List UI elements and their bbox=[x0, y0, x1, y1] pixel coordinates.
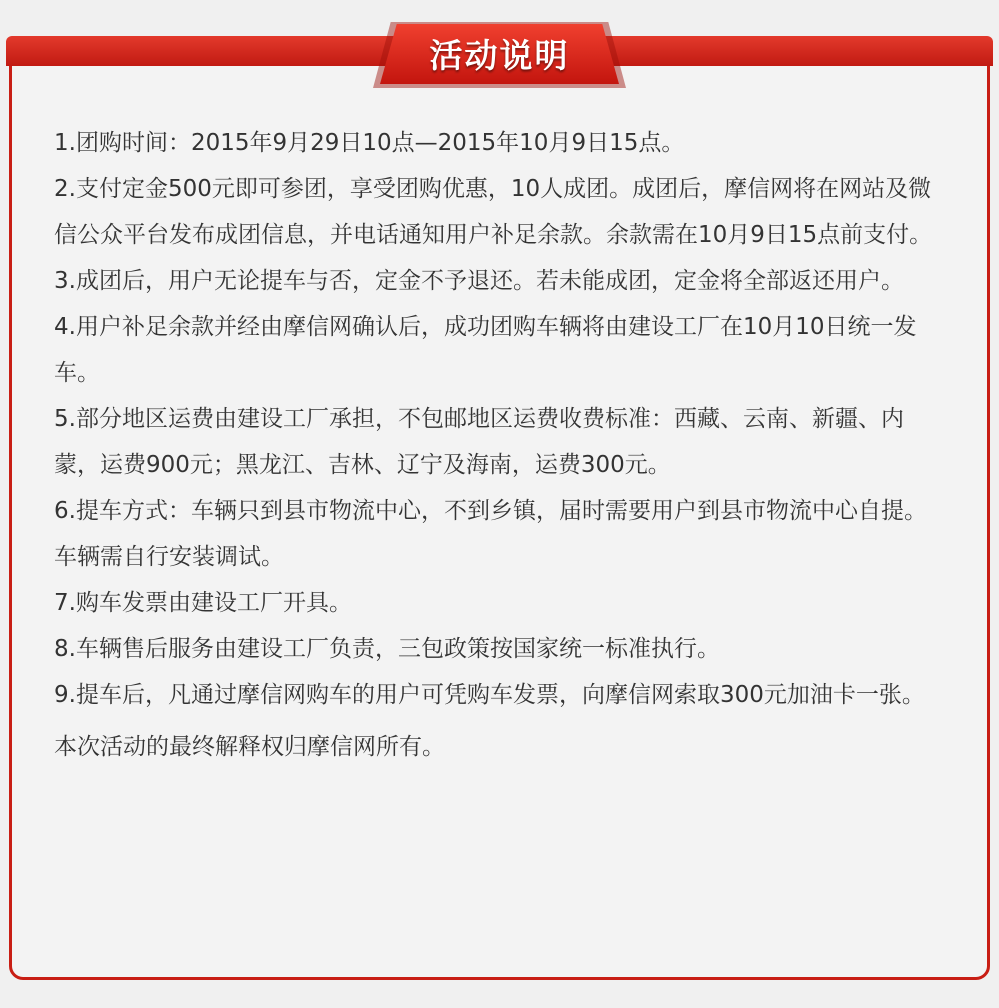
page-title: 活动说明 bbox=[429, 36, 570, 75]
rule-item-4: 4.用户补足余款并经由摩信网确认后，成功团购车辆将由建设工厂在10月10日统一发车。 bbox=[54, 314, 917, 386]
rule-item-5: 5.部分地区运费由建设工厂承担，不包邮地区运费收费标准：西藏、云南、新疆、内蒙，运费900元；黑龙江、吉林、辽宁及海南，运费300元。 bbox=[54, 406, 904, 478]
rule-item-3: 3.成团后，用户无论提车与否，定金不予退还。若未能成团，定金将全部返还用户。 bbox=[54, 268, 904, 294]
rule-item-6: 6.提车方式：车辆只到县市物流中心，不到乡镇，届时需要用户到县市物流中心自提。车辆需自行安装调试。 bbox=[54, 498, 927, 570]
rule-item-7: 7.购车发票由建设工厂开具。 bbox=[54, 590, 352, 616]
rule-item-2: 2.支付定金500元即可参团，享受团购优惠，10人成团。成团后，摩信网将在网站及微信公众平台发布成团信息，并电话通知用户补足余款。余款需在10月9日15点前支付。 bbox=[54, 176, 933, 248]
rules-content bbox=[54, 120, 949, 770]
rule-item-9: 9.提车后，凡通过摩信网购车的用户可凭购车发票，向摩信网索取300元加油卡一张。 bbox=[54, 682, 925, 708]
final-note: 本次活动的最终解释权归摩信网所有。 bbox=[54, 734, 445, 760]
rule-item-1: 1.团购时间：2015年9月29日10点—2015年10月9日15点。 bbox=[54, 130, 685, 156]
rule-item-8: 8.车辆售后服务由建设工厂负责，三包政策按国家统一标准执行。 bbox=[54, 636, 720, 662]
